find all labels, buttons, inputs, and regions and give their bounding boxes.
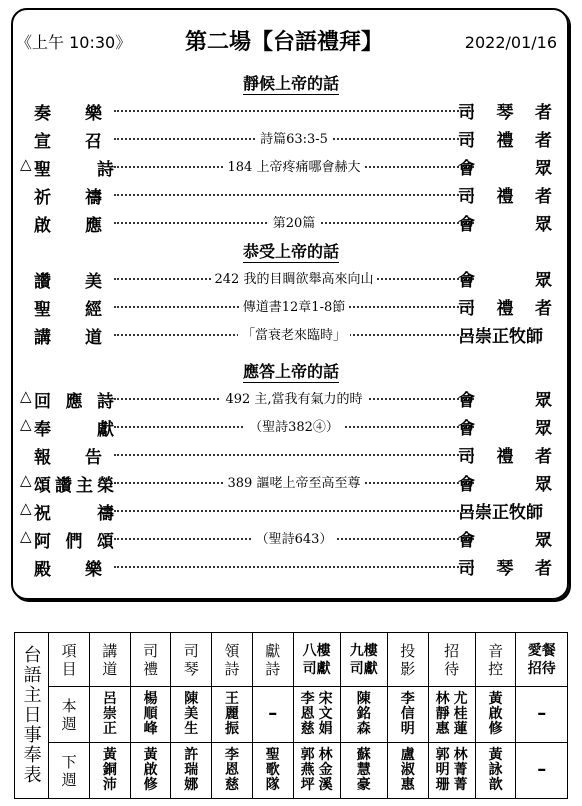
roster-names [488,692,504,737]
roster-cell [130,743,171,799]
glyph: 頌 [97,532,114,552]
program-detail-text: （聖詩643） [252,532,337,547]
roster-cell [293,743,340,799]
roster-names [183,748,199,793]
glyph: 阿 [34,532,51,552]
responsible-party [458,210,552,236]
roster-name: 郭明珊 [435,747,450,793]
glyph: 應 [85,216,102,236]
roster-name: 郭燕坪 [300,747,315,793]
dot-leader [114,454,474,456]
roster-column-header [475,633,516,687]
roster-column-header [130,633,171,687]
program-row [22,208,562,236]
program-item [22,124,114,152]
roster-cell [387,687,428,743]
dot-leader [114,110,474,112]
program-row [22,384,562,412]
roster-corner-text: 項目 [61,641,77,678]
roster-name: 尤桂蓮 [453,691,468,737]
glyph: 啟 [34,216,51,236]
roster-names [224,692,240,737]
roster-cell [516,743,568,799]
roster-caption [15,633,49,799]
roster-name: 黃啟修 [143,747,158,793]
roster-week-label-text: 本週 [61,696,77,733]
duty-roster-table [14,632,568,799]
roster-column-header-text: 投影 [400,641,416,678]
program-detail [114,212,474,231]
program-row [22,152,562,180]
roster-week-label [49,743,90,799]
roster-cell [516,687,568,743]
program-detail-text: 389 謳咾上帝至高至尊 [224,476,365,491]
roster-cell [90,743,131,799]
glyph: 祈 [34,188,51,208]
roster-name: 林靜惠 [435,691,450,737]
roster-column-header [90,633,131,687]
glyph: 者 [535,131,552,151]
program-row [22,292,562,320]
program-row [22,524,562,552]
glyph: 詩 [97,392,114,412]
program-item [22,152,114,180]
roster-corner [49,633,90,687]
program-item [22,412,114,440]
roster-column-header [387,633,428,687]
glyph: 者 [535,103,552,123]
glyph: 禱 [97,504,114,524]
program-row [22,552,562,580]
roster-column-header [252,633,293,687]
roster-cell [428,687,475,743]
roster-names [143,748,159,793]
responsible-party [458,414,552,440]
roster-column-header [212,633,253,687]
roster-column-header-text: 講道 [102,641,118,678]
roster-caption-text: 台語主日事奉表 [23,644,42,786]
glyph: 報 [34,448,51,468]
program-detail [114,156,474,175]
glyph: 呂崇正牧師 [458,327,543,347]
glyph: 禮 [496,299,514,319]
program-detail [114,416,474,435]
roster-column-header-text: 九樓司獻 [349,642,378,677]
glyph: 讚 [55,476,72,496]
responsible-party [458,526,552,552]
section-heading-text: 靜候上帝的話 [242,74,339,93]
glyph: 榮 [97,476,114,496]
glyph: 會 [458,159,475,179]
glyph: 召 [85,132,102,152]
service-date: 2022/01/16 [464,33,557,52]
responsible-party [458,154,552,180]
program-detail-text: 492 主,當我有氣力的時 [221,392,366,407]
program-row [22,96,562,124]
program-detail-text: （聖詩382④） [245,420,343,435]
roster-name: 黃詠歆 [488,747,503,793]
roster-cell [340,743,387,799]
glyph: 告 [85,448,102,468]
responsible-party [458,322,552,348]
glyph: 樂 [85,560,102,580]
program-item [22,264,114,292]
roster-name: 李恩慈 [300,691,315,737]
program-detail-text: 傳道書12章1-8節 [239,300,349,315]
program-detail-text: 詩篇63:3-5 [256,132,332,147]
roster-column-header [293,633,340,687]
roster-column-header-text: 愛餐招待 [527,642,556,677]
roster-cell [252,743,293,799]
roster-column-header-text: 音控 [488,641,504,678]
section-heading-text: 恭受上帝的話 [242,242,339,261]
glyph: 眾 [535,159,552,179]
glyph: 眾 [535,531,552,551]
glyph: 禮 [496,131,514,151]
roster-names [356,692,372,737]
program-item [22,320,114,348]
responsible-party [458,266,552,292]
roster-cell [212,743,253,799]
roster-name: 王麗振 [225,691,240,737]
section-heading [0,360,582,384]
roster-names [435,748,469,793]
roster-names [183,692,199,737]
program-row [22,440,562,468]
roster-name: 聖歌隊 [265,747,280,793]
glyph: 眾 [535,391,552,411]
roster-names [265,748,281,793]
glyph: 回 [34,392,51,412]
glyph: 呂崇正牧師 [458,503,543,523]
program-detail [114,296,474,315]
program-item [22,96,114,124]
glyph: 司 [458,447,475,467]
glyph: 眾 [535,271,552,291]
roster-column-header-text: 司琴 [183,641,199,678]
roster-name: 許瑞娜 [184,747,199,793]
roster-name: 蘇慧豪 [356,747,371,793]
program-item [22,384,114,412]
roster-column-header [428,633,475,687]
roster-names [143,692,159,737]
responsible-party [458,470,552,496]
roster-name: 盧淑惠 [400,747,415,793]
section-heading-text: 應答上帝的話 [242,362,339,381]
roster-column-header-text: 招待 [444,641,460,678]
responsible-party [458,554,552,580]
roster-column-header [171,633,212,687]
program-row [22,124,562,152]
program-row [22,468,562,496]
program-detail [114,528,474,547]
glyph: 琴 [496,559,514,579]
glyph: 禱 [85,188,102,208]
glyph: 琴 [496,103,514,123]
glyph: 眾 [535,419,552,439]
program-detail-text: 242 我的目睭欲舉高來向山 [211,272,378,287]
glyph: 者 [535,187,552,207]
roster-names [356,748,372,793]
roster-column-header [516,633,568,687]
responsible-party [458,442,552,468]
roster-names [102,692,118,737]
roster-names [488,748,504,793]
dot-leader [114,194,474,196]
glyph: 司 [458,103,475,123]
glyph: 司 [458,131,475,151]
responsible-party [458,126,552,152]
program-row [22,264,562,292]
roster-name: 宋文娟 [318,691,333,737]
service-title: 第二場【台語禮拜】 [185,30,384,55]
glyph: 祝 [34,504,51,524]
program-item [22,468,114,496]
glyph: 應 [65,392,83,412]
glyph: 者 [535,447,552,467]
program-detail [114,324,474,343]
glyph: 禮 [496,187,514,207]
program-item [22,292,114,320]
program-detail [114,472,474,491]
glyph: 眾 [535,215,552,235]
optional-marker: △ [20,155,32,173]
program-item [22,440,114,468]
roster-cell [428,743,475,799]
roster-cell [475,687,516,743]
glyph: 道 [85,328,102,348]
roster-name: 呂崇正 [102,691,117,737]
glyph: 宣 [34,132,51,152]
program-detail-text: 「當衰老來臨時」 [238,328,350,343]
glyph: 會 [458,531,475,551]
roster-names [224,748,240,793]
glyph: 殿 [34,560,51,580]
optional-marker: △ [20,415,32,433]
roster-cell-text: – [268,703,278,724]
roster-name: 李恩慈 [225,747,240,793]
program-detail-text: 第20篇 [269,216,320,231]
glyph: 者 [535,299,552,319]
optional-marker: △ [20,471,32,489]
roster-cell-text: – [537,703,547,724]
roster-cell [212,687,253,743]
glyph: 會 [458,215,475,235]
optional-marker: △ [20,387,32,405]
roster-names [300,692,334,737]
glyph: 眾 [535,475,552,495]
glyph: 會 [458,391,475,411]
glyph: 獻 [97,420,114,440]
program-detail [114,128,474,147]
responsible-party [458,182,552,208]
program-detail [114,268,474,287]
glyph: 奉 [34,420,51,440]
roster-week-label [49,687,90,743]
glyph: 禮 [496,447,514,467]
roster-names [300,748,334,793]
responsible-party [458,98,552,124]
dot-leader [114,566,474,568]
roster-cell [475,743,516,799]
glyph: 聖 [34,300,51,320]
program-item [22,208,114,236]
optional-marker: △ [20,527,32,545]
roster-cell [130,687,171,743]
glyph: 司 [458,187,475,207]
roster-cell [252,687,293,743]
program-item [22,180,114,208]
glyph: 讚 [34,272,51,292]
roster-week-label-text: 下週 [61,752,77,789]
glyph: 經 [85,300,102,320]
roster-name: 李信明 [400,691,415,737]
roster-column-header-text: 領詩 [224,641,240,678]
glyph: 會 [458,419,475,439]
program-detail-text: 184 上帝疼痛哪會赫大 [224,160,365,175]
dot-leader [114,510,474,512]
roster-name: 黃啟修 [488,691,503,737]
roster-column-header-text: 八樓司獻 [302,642,331,677]
responsible-party [458,386,552,412]
glyph: 樂 [85,104,102,124]
glyph: 們 [65,532,83,552]
roster-name: 楊順峰 [143,691,158,737]
glyph: 司 [458,299,475,319]
responsible-party [458,498,552,524]
roster-names [400,692,416,737]
roster-column-header-text: 司禮 [143,641,159,678]
roster-name: 林菁菁 [453,747,468,793]
glyph: 聖 [34,160,51,180]
program-detail [114,388,474,407]
glyph: 主 [76,476,93,496]
roster-cell [293,687,340,743]
glyph: 會 [458,271,475,291]
service-time: 《上午 10:30》 [16,33,132,52]
glyph: 頌 [34,476,51,496]
program-item [22,552,114,580]
roster-cell [387,743,428,799]
roster-name: 陳銘森 [356,691,371,737]
program-row [22,180,562,208]
roster-cell [340,687,387,743]
roster-name: 林金溪 [318,747,333,793]
responsible-party [458,294,552,320]
glyph: 詩 [97,160,114,180]
glyph: 奏 [34,104,51,124]
roster-cell-text: – [537,759,547,780]
roster-names [435,692,469,737]
program-row [22,320,562,348]
glyph: 者 [535,559,552,579]
roster-cell [171,687,212,743]
program-row [22,412,562,440]
section-heading [0,240,582,264]
program-item [22,524,114,552]
roster-name: 黃銅沛 [102,747,117,793]
section-heading [0,72,582,96]
optional-marker: △ [20,499,32,517]
roster-cell [90,687,131,743]
roster-names [102,748,118,793]
roster-column-header-text: 獻詩 [265,641,281,678]
glyph: 司 [458,559,475,579]
program-item [22,496,114,524]
roster-column-header [340,633,387,687]
roster-name: 陳美生 [184,691,199,737]
glyph: 會 [458,475,475,495]
roster-names [400,748,416,793]
program-row [22,496,562,524]
glyph: 講 [34,328,51,348]
roster-cell [171,743,212,799]
glyph: 美 [85,272,102,292]
